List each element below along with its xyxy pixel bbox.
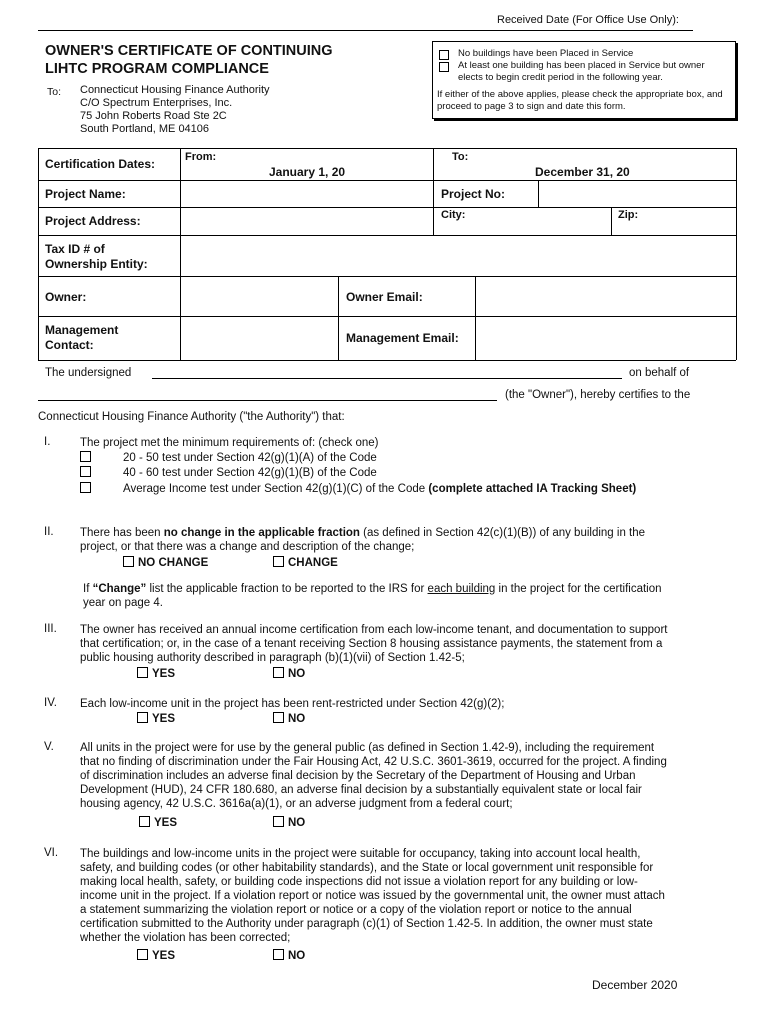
option-20-50 <box>80 451 377 465</box>
received-date-label: Received Date (For Office Use Only): <box>497 14 679 26</box>
form-title <box>45 42 405 78</box>
section-v-line: of discrimination includes an adverse final decision by the Secretary of the Department of Housing and Urban <box>80 770 636 782</box>
owner-label: Owner: <box>45 290 87 304</box>
ia-tracking-note: (complete attached IA Tracking Sheet) <box>428 483 637 495</box>
each-building-underline: each building <box>427 583 496 595</box>
tax-id-label-line-1: Tax ID # of <box>45 242 105 256</box>
option-40-60 <box>80 466 377 480</box>
authority-label: Connecticut Housing Finance Authority ("the Authority") that: <box>38 411 345 423</box>
owner-email-label: Owner Email: <box>346 290 423 304</box>
section-iii-number: III. <box>44 623 57 635</box>
yes-label: YES <box>152 950 176 962</box>
no-buildings-checkbox[interactable] <box>439 50 449 60</box>
if-pre: If <box>83 583 93 595</box>
management-label-line-2: Contact: <box>45 338 94 352</box>
grid-line <box>38 360 736 361</box>
sidebox-note: If either of the above applies, please check the appropriate box, and proceed to page 3 to sign and date this form. <box>437 89 723 112</box>
section-iv-no-checkbox[interactable] <box>273 712 284 723</box>
section-vi-number: VI. <box>44 847 59 859</box>
no-label: NO <box>288 950 306 962</box>
section-ii-line-2: project, or that there was a change and description of the change; <box>80 541 415 553</box>
grid-line <box>38 148 39 360</box>
from-label: From: <box>185 151 217 163</box>
section-ii-bold: no change in the applicable fraction <box>163 527 360 539</box>
zip-label: Zip: <box>618 209 639 221</box>
grid-line <box>38 235 736 236</box>
on-behalf-label: on behalf of <box>629 367 690 379</box>
section-vi-no-option <box>273 949 305 962</box>
section-v-no-checkbox[interactable] <box>273 816 284 827</box>
section-vi-line: income unit in the project. If a violation report or notice was issued by the governmental unit, the owner must attach <box>80 890 665 902</box>
section-vi-yes-checkbox[interactable] <box>137 949 148 960</box>
option-average-income-checkbox[interactable] <box>80 482 91 493</box>
elects-following-year-option <box>437 60 731 84</box>
section-iii-line: that certification; or, in the case of a tenant receiving Section 8 housing assistance payments, the statement from a <box>80 638 663 650</box>
no-buildings-label: No buildings have been Placed in Service <box>458 48 634 59</box>
no-buildings-option <box>437 48 731 60</box>
section-vi-line: certification submitted to the Authority under paragraph (c)(1) of Section 1.42-5. In addition, the owner must state <box>80 918 653 930</box>
section-i-number: I. <box>44 436 51 448</box>
section-ii-number: II. <box>44 526 54 538</box>
section-vi-line: safety, and building codes (or other habitability standards), and the State or local government unit responsible for <box>80 862 654 874</box>
tax-id-label <box>45 242 148 272</box>
no-change-option <box>123 556 208 569</box>
section-v-line: housing agency, 42 U.S.C. 3616a(a)(1), or an adverse judgment from a federal court; <box>80 798 513 810</box>
undersigned-name-line[interactable] <box>152 378 622 379</box>
project-no-label: Project No: <box>441 187 506 201</box>
yes-label: YES <box>152 713 176 725</box>
section-vi-line: The buildings and low-income units in the project were suitable for occupancy, taking into account local health, <box>80 848 641 860</box>
grid-line <box>538 180 539 207</box>
section-i-text: The project met the minimum requirements of: (check one) <box>80 437 379 449</box>
if-post: in the project for the certification <box>495 583 662 595</box>
address-block <box>80 84 270 136</box>
grid-line <box>736 148 737 360</box>
from-date-field[interactable]: January 1, 20 <box>269 165 346 179</box>
section-ii-post: (as defined in Section 42(c)(1)(B)) of any building in the <box>359 527 646 539</box>
management-label-line-1: Management <box>45 323 119 337</box>
project-info-grid <box>38 148 736 360</box>
if-mid: list the applicable fraction to be reported to the IRS for <box>146 583 428 595</box>
change-label: CHANGE <box>288 557 338 569</box>
option-20-50-checkbox[interactable] <box>80 451 91 462</box>
section-ii-pre: There has been <box>80 527 164 539</box>
to-label: To: <box>452 151 469 163</box>
section-v-no-option <box>273 816 305 829</box>
option-20-50-label: 20 - 50 test under Section 42(g)(1)(A) of the Code <box>123 452 377 464</box>
section-v-yes-checkbox[interactable] <box>139 816 150 827</box>
management-email-label: Management Email: <box>346 331 459 345</box>
section-v-text <box>80 741 730 811</box>
section-v-yes-option <box>139 816 177 829</box>
grid-line <box>38 148 736 149</box>
yes-label: YES <box>154 817 178 829</box>
yes-label: YES <box>152 668 176 680</box>
project-address-label: Project Address: <box>45 214 141 228</box>
no-label: NO <box>288 668 306 680</box>
project-name-label: Project Name: <box>45 187 126 201</box>
tax-id-label-line-2: Ownership Entity: <box>45 257 148 271</box>
change-option <box>273 556 338 569</box>
owner-name-line[interactable] <box>38 400 497 401</box>
undersigned-label: The undersigned <box>45 367 132 379</box>
elects-label-line-1: At least one building has been placed in Service but owner <box>458 60 705 71</box>
option-40-60-checkbox[interactable] <box>80 466 91 477</box>
section-vi-line: making local health, safety, or building code inspections did not issue a violation report for any building or low- <box>80 876 638 888</box>
to-label: To: <box>47 86 62 98</box>
option-40-60-label: 40 - 60 test under Section 42(g)(1)(B) of the Code <box>123 467 377 479</box>
address-line: South Portland, ME 04106 <box>80 123 210 135</box>
grid-line <box>38 316 736 317</box>
section-iv-yes-option <box>137 712 175 725</box>
change-checkbox[interactable] <box>273 556 284 567</box>
section-iv-text: Each low-income unit in the project has been rent-restricted under Section 42(g)(2); <box>80 698 505 710</box>
grid-line <box>38 276 736 277</box>
no-change-checkbox[interactable] <box>123 556 134 567</box>
section-vi-text <box>80 847 730 945</box>
section-vi-yes-option <box>137 949 175 962</box>
owner-certifies-label: (the "Owner"), hereby certifies to the <box>505 389 691 401</box>
if-change-bold: “Change” <box>92 583 147 595</box>
no-label: NO <box>288 713 306 725</box>
section-v-line: All units in the project were for use by the general public (as defined in Section 1.42-9), including the requirement <box>80 742 655 754</box>
grid-line <box>611 207 612 235</box>
section-iii-yes-option <box>137 667 175 680</box>
received-date-line <box>38 30 693 31</box>
address-line: Connecticut Housing Finance Authority <box>80 84 270 96</box>
title-line-2: LIHTC PROGRAM COMPLIANCE <box>45 61 269 77</box>
change-instructions <box>83 582 733 610</box>
section-iv-no-option <box>273 712 305 725</box>
option-average-income-label: Average Income test under Section 42(g)(1)(C) of the Code <box>123 483 426 495</box>
title-line-1: OWNER'S CERTIFICATE OF CONTINUING <box>45 43 333 59</box>
section-ii-text <box>80 526 730 554</box>
elects-label-line-2: elects to begin credit period in the following year. <box>458 72 663 83</box>
grid-line <box>180 148 181 360</box>
cert-dates-label: Certification Dates: <box>45 157 156 171</box>
no-label: NO <box>288 817 306 829</box>
section-iii-line: public housing authority described in paragraph (b)(1)(vii) of Section 1.42-5; <box>80 652 465 664</box>
section-iii-no-checkbox[interactable] <box>273 667 284 678</box>
grid-line <box>38 180 736 181</box>
section-iii-yes-checkbox[interactable] <box>137 667 148 678</box>
grid-line <box>338 276 339 360</box>
section-vi-no-checkbox[interactable] <box>273 949 284 960</box>
placed-in-service-box <box>432 41 736 119</box>
elects-following-year-checkbox[interactable] <box>439 62 449 72</box>
section-iv-yes-checkbox[interactable] <box>137 712 148 723</box>
option-average-income <box>80 482 636 496</box>
section-vi-line: whether the violation has been corrected; <box>80 932 291 944</box>
section-vi-line: a statement summarizing the violation report or notice or a copy of the violation report or notice to the annual <box>80 904 632 916</box>
management-contact-label <box>45 323 118 353</box>
section-iv-number: IV. <box>44 697 58 709</box>
address-line: 75 John Roberts Road Ste 2C <box>80 110 227 122</box>
section-v-number: V. <box>44 741 54 753</box>
section-v-line: that no finding of discrimination under the Fair Housing Act, 42 U.S.C. 3601-3619, occurred for the project. A finding <box>80 756 667 768</box>
city-label: City: <box>441 209 466 221</box>
grid-line <box>38 207 736 208</box>
if-line-2: year on page 4. <box>83 597 163 609</box>
grid-line <box>475 276 476 360</box>
grid-line <box>433 148 434 235</box>
section-iii-text <box>80 623 730 665</box>
to-date-field[interactable]: December 31, 20 <box>535 165 630 179</box>
address-line: C/O Spectrum Enterprises, Inc. <box>80 97 233 109</box>
section-iii-line: The owner has received an annual income certification from each low-income tenant, and documentation to support <box>80 624 668 636</box>
section-iii-no-option <box>273 667 305 680</box>
elects-following-year-label <box>458 60 705 84</box>
no-change-label: NO CHANGE <box>138 557 209 569</box>
revision-date: December 2020 <box>592 978 678 992</box>
section-v-line: Development (HUD), 24 CFR 180.680, an adverse final decision by a substantially equivalent state or local fair <box>80 784 642 796</box>
